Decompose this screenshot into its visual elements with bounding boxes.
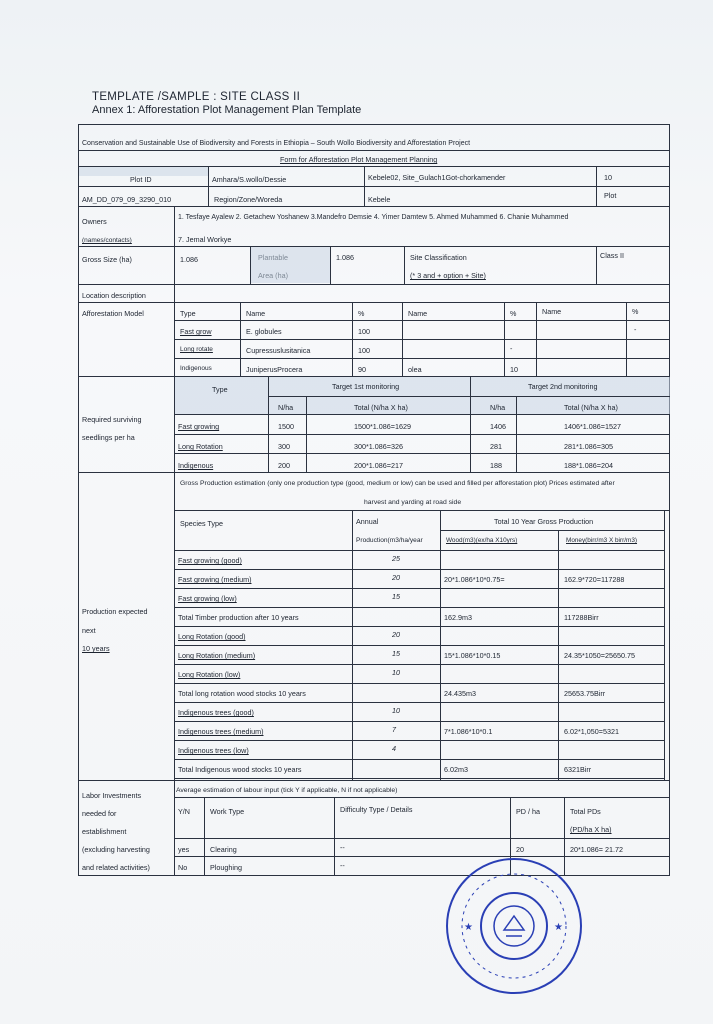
monitoring-2-total: Total (N/ha X ha) xyxy=(564,403,618,412)
model-row-3-pct-2: 10 xyxy=(510,365,518,374)
survival-row-2-type: Long Rotation xyxy=(178,442,223,451)
production-row-species: Long Rotation (good) xyxy=(178,632,246,641)
monitoring-2-header: Target 2nd monitoring xyxy=(528,382,598,391)
owners-line-1: 1. Tesfaye Ayalew 2. Getachew Yoshanew 3.Mandefro Demsie 4. Yimer Damtew 5. Ahmed Muhammed 6. Chanie Muhammed xyxy=(178,214,569,221)
production-row-divider xyxy=(174,721,664,722)
survival-row-2-t2: 281*1.086=305 xyxy=(564,442,613,451)
model-row-3-name: JuniperusProcera xyxy=(246,365,303,374)
model-row-3-pct: 90 xyxy=(358,365,366,374)
production-row-divider xyxy=(174,588,664,589)
labor-label-4: (excluding harvesting xyxy=(82,845,150,854)
plot-id-label: Plot ID xyxy=(130,175,152,184)
production-row-species: Long Rotation (low) xyxy=(178,670,241,679)
labor-row-2-work: Ploughing xyxy=(210,863,242,872)
survival-row-3-type: Indigenous xyxy=(178,461,214,470)
labor-header-total-2: (PD/ha X ha) xyxy=(570,825,612,834)
production-row-annual: 7 xyxy=(392,725,396,734)
survival-row-1-t2: 1406*1.086=1527 xyxy=(564,422,621,431)
plot-id-value: AM_DD_079_09_3290_010 xyxy=(82,195,172,204)
production-row-species: Total Indigenous wood stocks 10 years xyxy=(178,765,302,774)
production-row-divider xyxy=(174,664,664,665)
model-row-1-type: Fast grow xyxy=(180,327,212,336)
production-row-money: 117288Birr xyxy=(564,613,599,622)
survival-row-1-n2: 1406 xyxy=(490,422,506,431)
official-stamp xyxy=(446,858,582,994)
model-header-pct-2: % xyxy=(510,309,517,318)
owners-label: Owners xyxy=(82,217,107,226)
annual-header-1: Annual xyxy=(356,517,379,526)
survival-label-1: Required surviving xyxy=(82,415,142,424)
production-label-2: next xyxy=(82,626,96,635)
monitoring-2-nha: N/ha xyxy=(490,403,506,412)
production-row-wood: 6.02m3 xyxy=(444,765,468,774)
labor-header-yn: Y/N xyxy=(178,807,190,816)
production-row-divider xyxy=(174,569,664,570)
model-header-type: Type xyxy=(180,309,196,318)
production-row-divider xyxy=(174,626,664,627)
labor-label-3: establishment xyxy=(82,827,127,836)
money-header: Money(birr/m3 X birr/m3) xyxy=(566,537,638,544)
kebele-label: Kebele xyxy=(368,195,391,204)
model-row-2-pct-2: - xyxy=(510,344,513,353)
labor-label-1: Labor Investments xyxy=(82,791,142,800)
survival-row-1-t1: 1500*1.086=1629 xyxy=(354,422,411,431)
monitoring-1-nha: N/ha xyxy=(278,403,294,412)
labor-header-work: Work Type xyxy=(210,807,245,816)
production-row-divider xyxy=(174,759,664,760)
model-row-1-pct-3: - xyxy=(634,325,637,334)
production-row-species: Indigenous trees (medium) xyxy=(178,727,264,736)
survival-label-2: seedlings per ha xyxy=(82,433,135,442)
survival-row-3-t1: 200*1.086=217 xyxy=(354,461,403,470)
production-row-annual: 10 xyxy=(392,668,400,677)
model-row-2-name: Cupressuslusitanica xyxy=(246,346,311,355)
labor-row-1-pd: 20 xyxy=(516,845,524,854)
survival-row-2-n2: 281 xyxy=(490,442,502,451)
model-header-pct-1: % xyxy=(358,309,365,318)
production-row-species: Long Rotation (medium) xyxy=(178,651,256,660)
production-row-money: 24.35*1050=25650.75 xyxy=(564,651,635,660)
production-row-annual: 4 xyxy=(392,744,396,753)
production-row-annual: 15 xyxy=(392,649,400,658)
production-row-species: Total long rotation wood stocks 10 years xyxy=(178,689,306,698)
labor-label-2: needed for xyxy=(82,809,117,818)
site-class-hint: (* 3 and + option + Site) xyxy=(410,271,486,280)
production-row-species: Fast growing (medium) xyxy=(178,575,252,584)
production-row-divider xyxy=(174,702,664,703)
production-row-annual: 25 xyxy=(392,554,400,563)
gross-size-value: 1.086 xyxy=(180,255,198,264)
labor-row-1-yn: yes xyxy=(178,845,190,854)
svg-text:★: ★ xyxy=(554,922,563,933)
survival-row-3-n1: 200 xyxy=(278,461,290,470)
production-row-wood: 24.435m3 xyxy=(444,689,476,698)
production-row-annual: 20 xyxy=(392,573,400,582)
model-row-3-name-2: olea xyxy=(408,365,422,374)
labor-header-total-1: Total PDs xyxy=(570,807,601,816)
production-row-annual: 10 xyxy=(392,706,400,715)
production-label-3: 10 years xyxy=(82,644,110,653)
survival-row-3-t2: 188*1.086=204 xyxy=(564,461,613,470)
production-row-divider xyxy=(174,740,664,741)
labor-row-2-difficulty: -- xyxy=(340,861,345,870)
labor-row-2-yn: No xyxy=(178,863,188,872)
model-header-pct-3: % xyxy=(632,307,639,316)
svg-text:★: ★ xyxy=(464,922,473,933)
labor-label-5: and related activities) xyxy=(82,863,150,872)
model-header-name-2: Name xyxy=(408,309,428,318)
production-row-species: Indigenous trees (low) xyxy=(178,746,249,755)
production-row-divider xyxy=(174,683,664,684)
production-label-1: Production expected xyxy=(82,607,148,616)
species-type-header: Species Type xyxy=(180,519,224,528)
production-row-species: Fast growing (low) xyxy=(178,594,237,603)
site-class-value: Class II xyxy=(600,251,624,260)
survival-row-1-type: Fast growing xyxy=(178,422,220,431)
total-10yr-header: Total 10 Year Gross Production xyxy=(494,517,594,526)
model-header-name-3: Name xyxy=(542,307,562,316)
form-title: Form for Afforestation Plot Management Planning xyxy=(280,155,438,164)
annex-title: Annex 1: Afforestation Plot Management Plan Template xyxy=(92,104,362,116)
production-row-money: 25653.75Birr xyxy=(564,689,606,698)
production-row-divider xyxy=(174,645,664,646)
labor-row-1-difficulty: -- xyxy=(340,843,345,852)
survival-row-1-n1: 1500 xyxy=(278,422,294,431)
production-row-money: 6321Birr xyxy=(564,765,592,774)
production-row-species: Fast growing (good) xyxy=(178,556,242,565)
labor-note: Average estimation of labour input (tick Y if applicable, N if not applicable) xyxy=(176,787,398,794)
labor-header-pd: PD / ha xyxy=(516,807,540,816)
production-row-divider xyxy=(174,607,664,608)
labor-row-1-total: 20*1.086= 21.72 xyxy=(570,845,623,854)
owners-line-2: 7. Jemal Workye xyxy=(178,235,232,244)
production-row-species: Total Timber production after 10 years xyxy=(178,613,299,622)
plantable-value: 1.086 xyxy=(336,253,354,262)
production-row-wood: 20*1.086*10*0.75= xyxy=(444,575,505,584)
afforestation-model-label: Afforestation Model xyxy=(82,309,144,318)
survival-row-3-n2: 188 xyxy=(490,461,502,470)
region-value: Amhara/S.wollo/Dessie xyxy=(212,175,287,184)
kebele-value: Kebele02, Site_Gulach1Got-chorkamender xyxy=(368,173,506,182)
monitoring-1-header: Target 1st monitoring xyxy=(332,382,400,391)
survival-type-header: Type xyxy=(212,385,228,394)
production-row-wood: 7*1.086*10*0.1 xyxy=(444,727,493,736)
model-header-name-1: Name xyxy=(246,309,266,318)
survival-row-2-t1: 300*1.086=326 xyxy=(354,442,403,451)
owners-sublabel: (names/contacts) xyxy=(82,237,132,244)
template-title: TEMPLATE /SAMPLE : SITE CLASS II xyxy=(92,91,301,103)
model-row-3-type: Indigenous xyxy=(180,365,212,372)
stamp-emblem xyxy=(480,892,548,960)
project-title: Conservation and Sustainable Use of Biodiversity and Forests in Ethiopia – South Wollo Biodiversity and Afforestation Project xyxy=(82,140,471,147)
annual-header-2: Production(m3/ha/year xyxy=(356,537,423,544)
production-row-wood: 15*1.086*10*0.15 xyxy=(444,651,501,660)
model-row-2-pct: 100 xyxy=(358,346,370,355)
production-row-species: Indigenous trees (good) xyxy=(178,708,254,717)
production-row-wood: 162.9m3 xyxy=(444,613,472,622)
gross-size-label: Gross Size (ha) xyxy=(82,255,132,264)
model-row-1-name: E. globules xyxy=(246,327,282,336)
location-label: Location description xyxy=(82,291,146,300)
region-label: Region/Zone/Woreda xyxy=(214,195,283,204)
labor-header-difficulty: Difficulty Type / Details xyxy=(340,805,413,814)
production-row-annual: 20 xyxy=(392,630,400,639)
production-row-annual: 15 xyxy=(392,592,400,601)
production-row-divider xyxy=(174,778,664,779)
plot-label: Plot xyxy=(604,191,617,200)
survival-row-2-n1: 300 xyxy=(278,442,290,451)
production-note-2: harvest and yarding at road side xyxy=(364,499,462,506)
production-row-money: 6.02*1,050=5321 xyxy=(564,727,619,736)
wood-header: Wood(m3)(ex/ha X10yrs) xyxy=(446,537,518,544)
production-note-1: Gross Production estimation (only one production type (good, medium or low) can be used and filled per afforestation plot) Prices estimated after xyxy=(180,480,615,487)
monitoring-1-total: Total (N/ha X ha) xyxy=(354,403,408,412)
labor-row-1-work: Clearing xyxy=(210,845,237,854)
production-row-money: 162.9*720=117288 xyxy=(564,575,625,584)
model-row-1-pct: 100 xyxy=(358,327,370,336)
site-class-label: Site Classification xyxy=(410,253,467,262)
plot-number: 10 xyxy=(604,173,612,182)
model-row-2-type: Long rotate xyxy=(180,346,213,353)
